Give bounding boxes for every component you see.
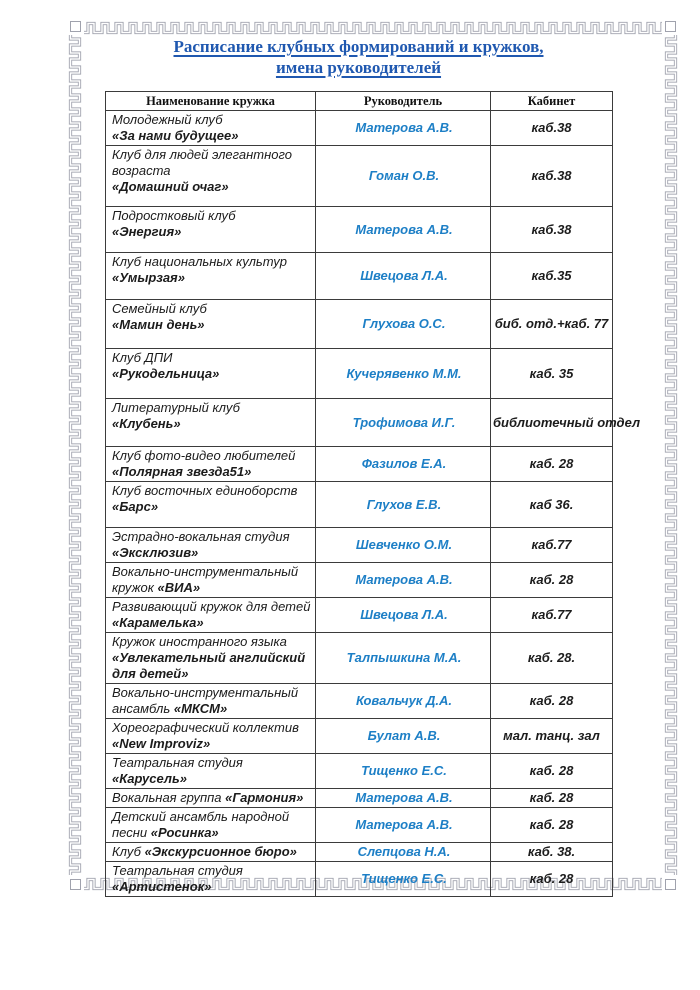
club-name-cell: [106, 563, 316, 598]
club-name: Эстрадно-вокальная студия: [112, 529, 290, 544]
leader-name: Матерова А.В.: [316, 808, 491, 843]
club-title: «Гармония»: [225, 790, 304, 805]
table-row: [106, 633, 613, 684]
club-name-cell: [106, 684, 316, 719]
room: каб. 28: [491, 808, 613, 843]
leader-name: Талпышкина М.А.: [316, 633, 491, 684]
club-name: Клуб восточных единоборств: [112, 483, 298, 498]
greek-border-corner-top-right: [665, 21, 676, 32]
room: каб. 28.: [491, 633, 613, 684]
table-row: [106, 862, 613, 897]
column-header-leader: Руководитель: [316, 92, 491, 111]
leader-name: Тищенко Е.С.: [316, 862, 491, 897]
leader-name: Глухов Е.В.: [316, 482, 491, 528]
club-name-cell: [106, 598, 316, 633]
leader-name: Швецова Л.А.: [316, 598, 491, 633]
table-row: [106, 111, 613, 146]
greek-border-corner-bottom-right: [665, 879, 676, 890]
greek-border-corner-bottom-left: [70, 879, 81, 890]
club-name: Вокальная группа: [112, 790, 222, 805]
club-name-cell: [106, 207, 316, 253]
table-row: [106, 528, 613, 563]
club-name-cell: [106, 300, 316, 349]
table-row: [106, 754, 613, 789]
leader-name: Слепцова Н.А.: [316, 843, 491, 862]
club-title: «МКСМ»: [173, 701, 228, 716]
room: каб 36.: [491, 482, 613, 528]
club-name: Кружок иностранного языка: [112, 634, 287, 649]
room: каб. 28: [491, 754, 613, 789]
table-row: [106, 399, 613, 447]
table-row: [106, 349, 613, 399]
club-name: Семейный клуб: [112, 301, 207, 316]
leader-name: Трофимова И.Г.: [316, 399, 491, 447]
club-title: «Эксклюзив»: [112, 545, 199, 560]
leader-name: Матерова А.В.: [316, 563, 491, 598]
club-name-cell: [106, 349, 316, 399]
club-name: Клуб фото-видео любителей: [112, 448, 296, 463]
room: каб. 28: [491, 862, 613, 897]
leader-name: Глухова О.С.: [316, 300, 491, 349]
club-name: Хореографический коллектив: [112, 720, 299, 735]
schedule-table: [105, 91, 641, 897]
club-name-cell: [106, 719, 316, 754]
club-title: «Экскурсионное бюро»: [144, 844, 297, 859]
room: каб.77: [491, 598, 613, 633]
club-title: «Умырзая»: [112, 270, 185, 285]
greek-border-left: [67, 35, 83, 875]
leader-name: Ковальчук Д.А.: [316, 684, 491, 719]
club-name: Театральная студия: [112, 755, 243, 770]
table-row: [106, 300, 613, 349]
club-name: Вокально-инструментальный кружок: [112, 564, 299, 595]
table-row: [106, 843, 613, 862]
club-name: Клуб для людей элегантного возраста: [112, 147, 293, 178]
page-title-line2: имена руководителей: [275, 58, 442, 77]
club-title: «Увлекательный английский для детей»: [112, 650, 306, 681]
club-name: Клуб: [112, 844, 141, 859]
club-title: «Артистенок»: [112, 879, 212, 894]
room: каб. 38.: [491, 843, 613, 862]
table-header-row: [106, 92, 613, 111]
room: каб. 28: [491, 563, 613, 598]
column-header-club: Наименование кружка: [106, 92, 316, 111]
table-row: [106, 598, 613, 633]
club-name: Молодежный клуб: [112, 112, 223, 127]
table-row: [106, 482, 613, 528]
club-name-cell: [106, 111, 316, 146]
club-title: «Карусель»: [112, 771, 187, 786]
room: каб.38: [491, 146, 613, 207]
room: мал. танц. зал: [491, 719, 613, 754]
room: каб.35: [491, 253, 613, 300]
leader-name: Фазилов Е.А.: [316, 447, 491, 482]
club-title: «Рукодельница»: [112, 366, 220, 381]
club-name-cell: [106, 447, 316, 482]
club-name-cell: [106, 399, 316, 447]
room: библиотечный отдел: [491, 399, 613, 447]
room: каб. 28: [491, 447, 613, 482]
leader-name: Кучерявенко М.М.: [316, 349, 491, 399]
leader-name: Гоман О.В.: [316, 146, 491, 207]
table-row: [106, 684, 613, 719]
club-name: Клуб ДПИ: [112, 350, 173, 365]
table-row: [106, 146, 613, 207]
table-row: [106, 447, 613, 482]
table-row: [106, 719, 613, 754]
leader-name: Матерова А.В.: [316, 111, 491, 146]
club-name-cell: [106, 633, 316, 684]
room: каб. 28: [491, 789, 613, 808]
club-title: «Карамелька»: [112, 615, 204, 630]
page-title: [105, 36, 612, 78]
club-name: Детский ансамбль народной песни: [112, 809, 290, 840]
document-body: [105, 36, 641, 897]
club-title: «Полярная звезда51»: [112, 464, 252, 479]
room: каб.38: [491, 111, 613, 146]
room: каб. 28: [491, 684, 613, 719]
room: биб. отд.+каб. 77: [491, 300, 613, 349]
page-title-line1: Расписание клубных формирований и кружков,: [173, 37, 544, 56]
room: каб. 35: [491, 349, 613, 399]
club-title: «Домашний очаг»: [112, 179, 229, 194]
greek-border-corner-top-left: [70, 21, 81, 32]
table-row: [106, 207, 613, 253]
table-row: [106, 563, 613, 598]
club-name: Развивающий кружок для детей: [112, 599, 311, 614]
club-name-cell: [106, 754, 316, 789]
club-name: Клуб национальных культур: [112, 254, 288, 269]
column-header-room: Кабинет: [491, 92, 613, 111]
club-name-cell: [106, 843, 316, 862]
room: каб.77: [491, 528, 613, 563]
club-name-cell: [106, 253, 316, 300]
leader-name: Матерова А.В.: [316, 207, 491, 253]
club-title: «Мамин день»: [112, 317, 205, 332]
club-title: «За нами будущее»: [112, 128, 239, 143]
club-name: Театральная студия: [112, 863, 243, 878]
club-name-cell: [106, 146, 316, 207]
room: каб.38: [491, 207, 613, 253]
club-title: «New Improviz»: [112, 736, 211, 751]
club-name-cell: [106, 482, 316, 528]
club-name-cell: [106, 808, 316, 843]
leader-name: Швецова Л.А.: [316, 253, 491, 300]
table-row: [106, 789, 613, 808]
club-title: «ВИА»: [157, 580, 201, 595]
table-row: [106, 808, 613, 843]
leader-name: Булат А.В.: [316, 719, 491, 754]
leader-name: Тищенко Е.С.: [316, 754, 491, 789]
club-title: «Клубень»: [112, 416, 181, 431]
club-name-cell: [106, 789, 316, 808]
table-row: [106, 253, 613, 300]
leader-name: Матерова А.В.: [316, 789, 491, 808]
greek-border-top: [84, 20, 662, 36]
club-name: Подростковый клуб: [112, 208, 236, 223]
club-name: Литературный клуб: [112, 400, 240, 415]
club-title: «Барс»: [112, 499, 159, 514]
leader-name: Шевченко О.М.: [316, 528, 491, 563]
club-name-cell: [106, 862, 316, 897]
club-title: «Энергия»: [112, 224, 182, 239]
club-name-cell: [106, 528, 316, 563]
club-title: «Росинка»: [150, 825, 219, 840]
greek-border-right: [663, 35, 679, 875]
club-name: Вокально-инструментальный ансамбль: [112, 685, 299, 716]
